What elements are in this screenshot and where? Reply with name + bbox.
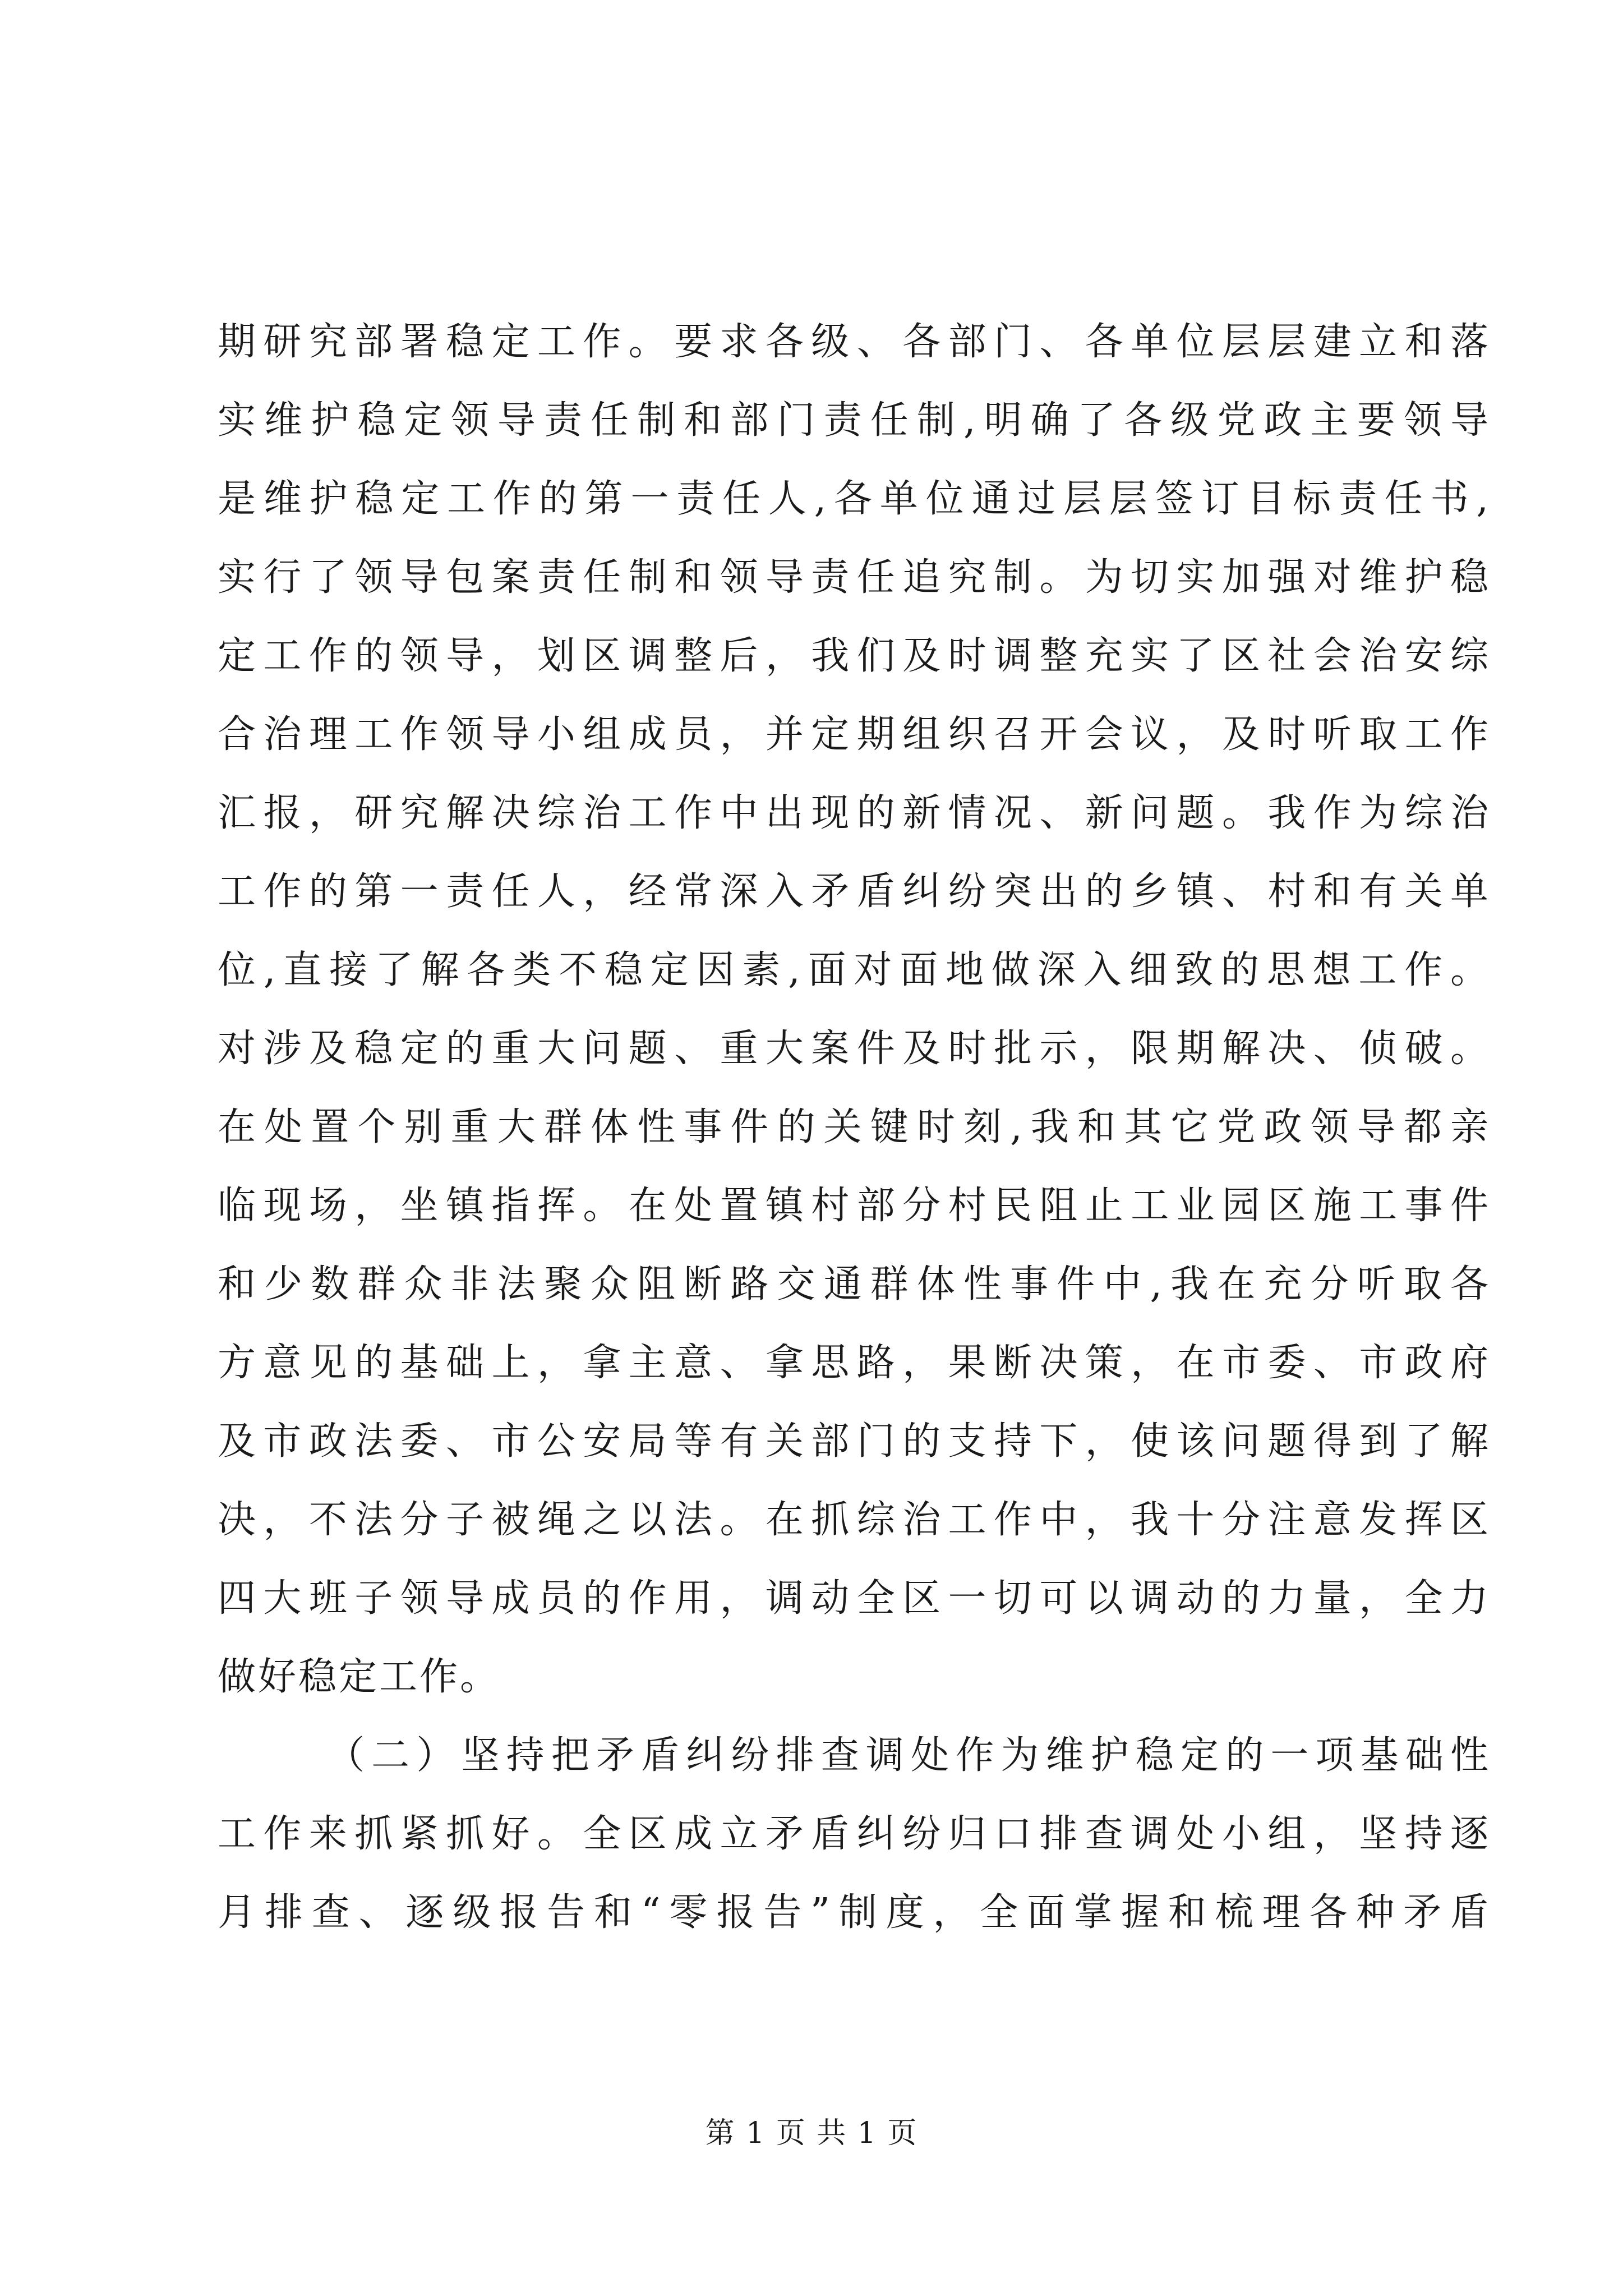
text-line: 在处置个别重大群体性事件的关键时刻,我和其它党政领导都亲 (218, 1105, 1491, 1149)
text-line-paragraph-start: （二）坚持把矛盾纠纷排查调处作为维护稳定的一项基础性 (326, 1733, 1491, 1778)
text-line: 工作的第一责任人，经常深入矛盾纠纷突出的乡镇、村和有关单 (218, 869, 1491, 914)
text-line: 汇报，研究解决综治工作中出现的新情况、新问题。我作为综治 (218, 791, 1491, 835)
text-line: 临现场，坐镇指挥。在处置镇村部分村民阻止工业园区施工事件 (218, 1184, 1491, 1228)
text-line: 工作来抓紧抓好。全区成立矛盾纠纷归口排查调处小组，坚持逐 (218, 1812, 1491, 1856)
text-line: 定工作的领导，划区调整后，我们及时调整充实了区社会治安综 (218, 634, 1491, 678)
page-number-footer: 第 1 页 共 1 页 (705, 2116, 918, 2150)
text-line: 实维护稳定领导责任制和部门责任制,明确了各级党政主要领导 (218, 398, 1491, 443)
text-line: 是维护稳定工作的第一责任人,各单位通过层层签订目标责任书, (218, 477, 1491, 521)
text-line: 对涉及稳定的重大问题、重大案件及时批示，限期解决、侦破。 (218, 1027, 1491, 1071)
text-line-paragraph-end: 做好稳定工作。 (218, 1655, 501, 1699)
text-line: 和少数群众非法聚众阻断路交通群体性事件中,我在充分听取各 (218, 1262, 1491, 1306)
body-text (218, 303, 1491, 1952)
text-line: 决，不法分子被绳之以法。在抓综治工作中，我十分注意发挥区 (218, 1498, 1491, 1542)
text-line: 及市政法委、市公安局等有关部门的支持下，使该问题得到了解 (218, 1419, 1491, 1464)
text-line: 合治理工作领导小组成员，并定期组织召开会议，及时听取工作 (218, 712, 1491, 757)
text-line: 位,直接了解各类不稳定因素,面对面地做深入细致的思想工作。 (218, 948, 1491, 992)
text-line: 四大班子领导成员的作用，调动全区一切可以调动的力量，全力 (218, 1576, 1491, 1621)
text-line: 期研究部署稳定工作。要求各级、各部门、各单位层层建立和落 (218, 320, 1491, 364)
text-line: 月排查、逐级报告和“零报告”制度，全面掌握和梳理各种矛盾 (218, 1890, 1491, 1935)
text-line: 方意见的基础上，拿主意、拿思路，果断决策，在市委、市政府 (218, 1341, 1491, 1385)
text-line: 实行了领导包案责任制和领导责任追究制。为切实加强对维护稳 (218, 555, 1491, 600)
